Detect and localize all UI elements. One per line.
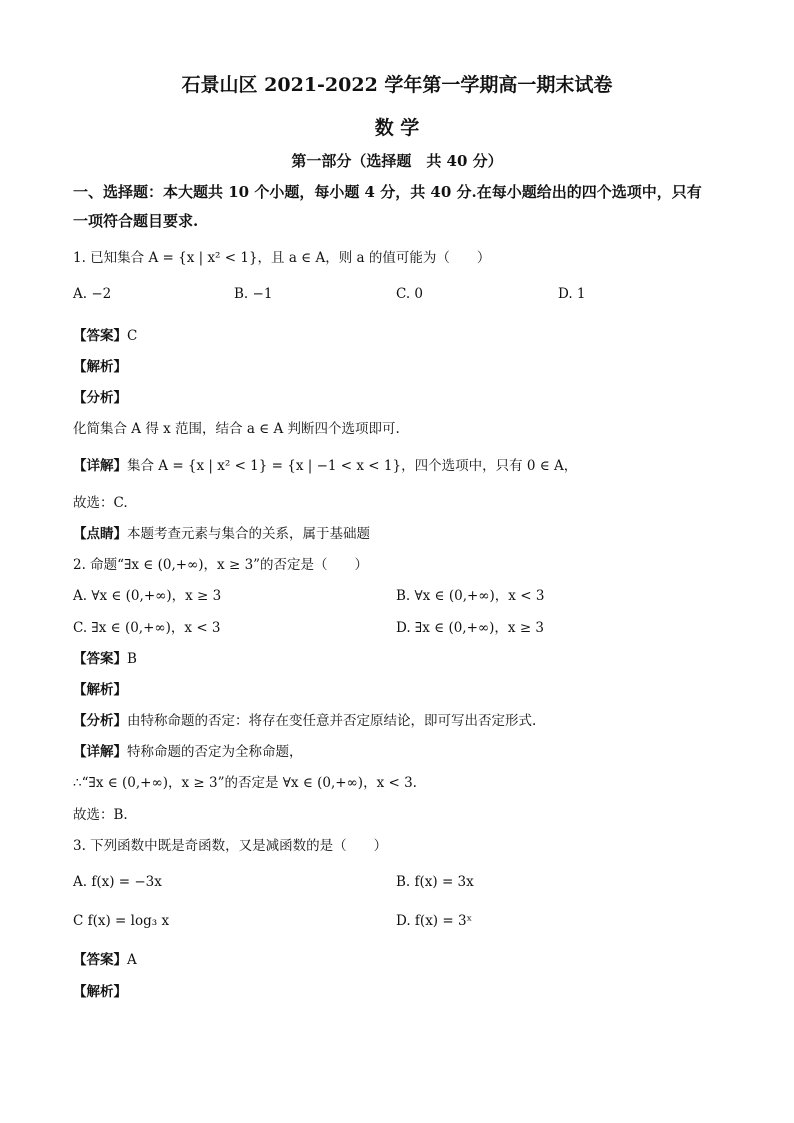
question-3-stem: 3. 下列函数中既是奇函数，又是减函数的是（ ）: [73, 838, 388, 854]
q2-xiangjie-text: 特称命题的否定为全称命题，: [127, 744, 303, 760]
q2-option-d: D. ∃x ∈ (0,+∞)，x ≥ 3: [396, 620, 545, 636]
q1-xiangjie-row: [73, 457, 577, 475]
q1-dianjing-text: 本题考查元素与集合的关系，属于基础题: [127, 526, 370, 542]
q2-answer-row: [73, 650, 137, 668]
q1-option-a: A. −2: [73, 286, 112, 302]
q1-jiexi-tag: 【解析】: [73, 359, 127, 375]
q2-option-c: C. ∃x ∈ (0,+∞)，x < 3: [73, 620, 221, 636]
q1-dianjing-row: [73, 525, 370, 543]
xiangjie-tag: 【详解】: [73, 458, 127, 474]
q2-therefore: ∴“∃x ∈ (0,+∞)，x ≥ 3”的否定是 ∀x ∈ (0,+∞)，x < 3.: [73, 775, 417, 791]
q3-option-a: A. f(x) = −3x: [73, 874, 162, 890]
answer-tag: 【答案】: [73, 328, 127, 344]
section-instruction-line1: 一、选择题：本大题共 10 个小题，每小题 4 分，共 40 分.在每小题给出的四个选项中，只有: [73, 183, 702, 201]
answer-tag: 【答案】: [73, 952, 127, 968]
q1-answer-row: [73, 327, 137, 345]
q1-option-b: B. −1: [234, 286, 273, 302]
q3-answer: A: [127, 952, 137, 968]
q1-answer: C: [127, 328, 138, 344]
exam-title: 石景山区 2021-2022 学年第一学期高一期末试卷: [181, 74, 613, 96]
q3-option-d: D. f(x) = 3ˣ: [396, 913, 473, 929]
question-1-stem: 1. 已知集合 A = {x | x² < 1}，且 a ∈ A，则 a 的值可能为（ ）: [73, 250, 491, 266]
answer-tag: 【答案】: [73, 651, 127, 667]
q1-option-c: C. 0: [396, 286, 424, 302]
part-title: 第一部分（选择题 共 40 分）: [291, 152, 503, 170]
section-instruction-line2: 一项符合题目要求.: [73, 212, 199, 230]
q1-option-d: D. 1: [558, 286, 586, 302]
q3-option-c: C f(x) = log₃ x: [73, 913, 170, 929]
q2-option-b: B. ∀x ∈ (0,+∞)，x < 3: [396, 588, 545, 604]
subject-title: 数 学: [374, 117, 420, 139]
q2-option-a: A. ∀x ∈ (0,+∞)，x ≥ 3: [73, 588, 222, 604]
q1-fenxi-text: 化简集合 A 得 x 范围，结合 a ∈ A 判断四个选项即可.: [73, 421, 400, 437]
q2-conclusion: 故选：B.: [73, 807, 128, 823]
q1-xiangjie-text: 集合 A = {x | x² < 1} = {x | −1 < x < 1}，四个选项中，只有 0 ∈ A，: [127, 458, 578, 474]
q3-answer-row: [73, 951, 137, 969]
q2-answer: B: [127, 651, 137, 667]
fenxi-tag: 【分析】: [73, 713, 127, 729]
q2-fenxi-text: 由特称命题的否定：将存在变任意并否定原结论，即可写出否定形式.: [127, 713, 537, 729]
dianjing-tag: 【点睛】: [73, 526, 127, 542]
q3-option-b: B. f(x) = 3x: [396, 874, 474, 890]
q2-jiexi-tag: 【解析】: [73, 682, 127, 698]
q2-xiangjie-row: [73, 743, 303, 761]
q1-conclusion: 故选：C.: [73, 495, 128, 511]
xiangjie-tag: 【详解】: [73, 744, 127, 760]
q2-fenxi-row: [73, 712, 536, 730]
q1-fenxi-tag: 【分析】: [73, 390, 127, 406]
question-2-stem: 2. 命题“∃x ∈ (0,+∞)，x ≥ 3”的否定是（ ）: [73, 557, 369, 573]
q3-jiexi-tag: 【解析】: [73, 984, 127, 1000]
